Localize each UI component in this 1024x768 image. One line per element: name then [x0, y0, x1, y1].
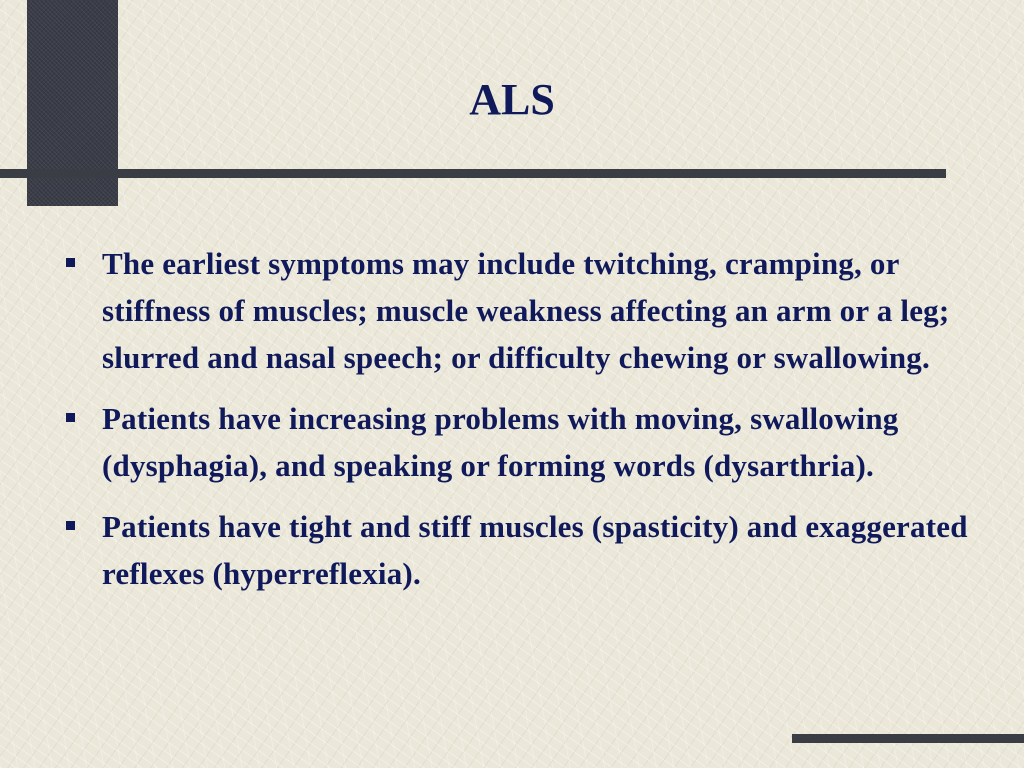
bullet-item — [60, 240, 990, 381]
slide-title: ALS — [469, 75, 555, 124]
bullet-item — [60, 395, 990, 489]
bullet-list — [60, 240, 990, 611]
title-divider-rule — [0, 169, 946, 178]
bullet-item — [60, 503, 990, 597]
square-bullet-icon — [66, 413, 75, 422]
bullet-text: The earliest symptoms may include twitching, cramping, or stiffness of muscles; muscle weakness affecting an arm or a leg; slurred and nasal speech; or difficulty chewing or swallowing. — [102, 246, 950, 375]
footer-divider-rule — [792, 734, 1024, 743]
bullet-text: Patients have tight and stiff muscles (spasticity) and exaggerated reflexes (hyperreflexia). — [102, 509, 968, 591]
square-bullet-icon — [66, 258, 75, 267]
bullet-text: Patients have increasing problems with moving, swallowing (dysphagia), and speaking or forming words (dysarthria). — [102, 401, 899, 483]
square-bullet-icon — [66, 521, 75, 530]
